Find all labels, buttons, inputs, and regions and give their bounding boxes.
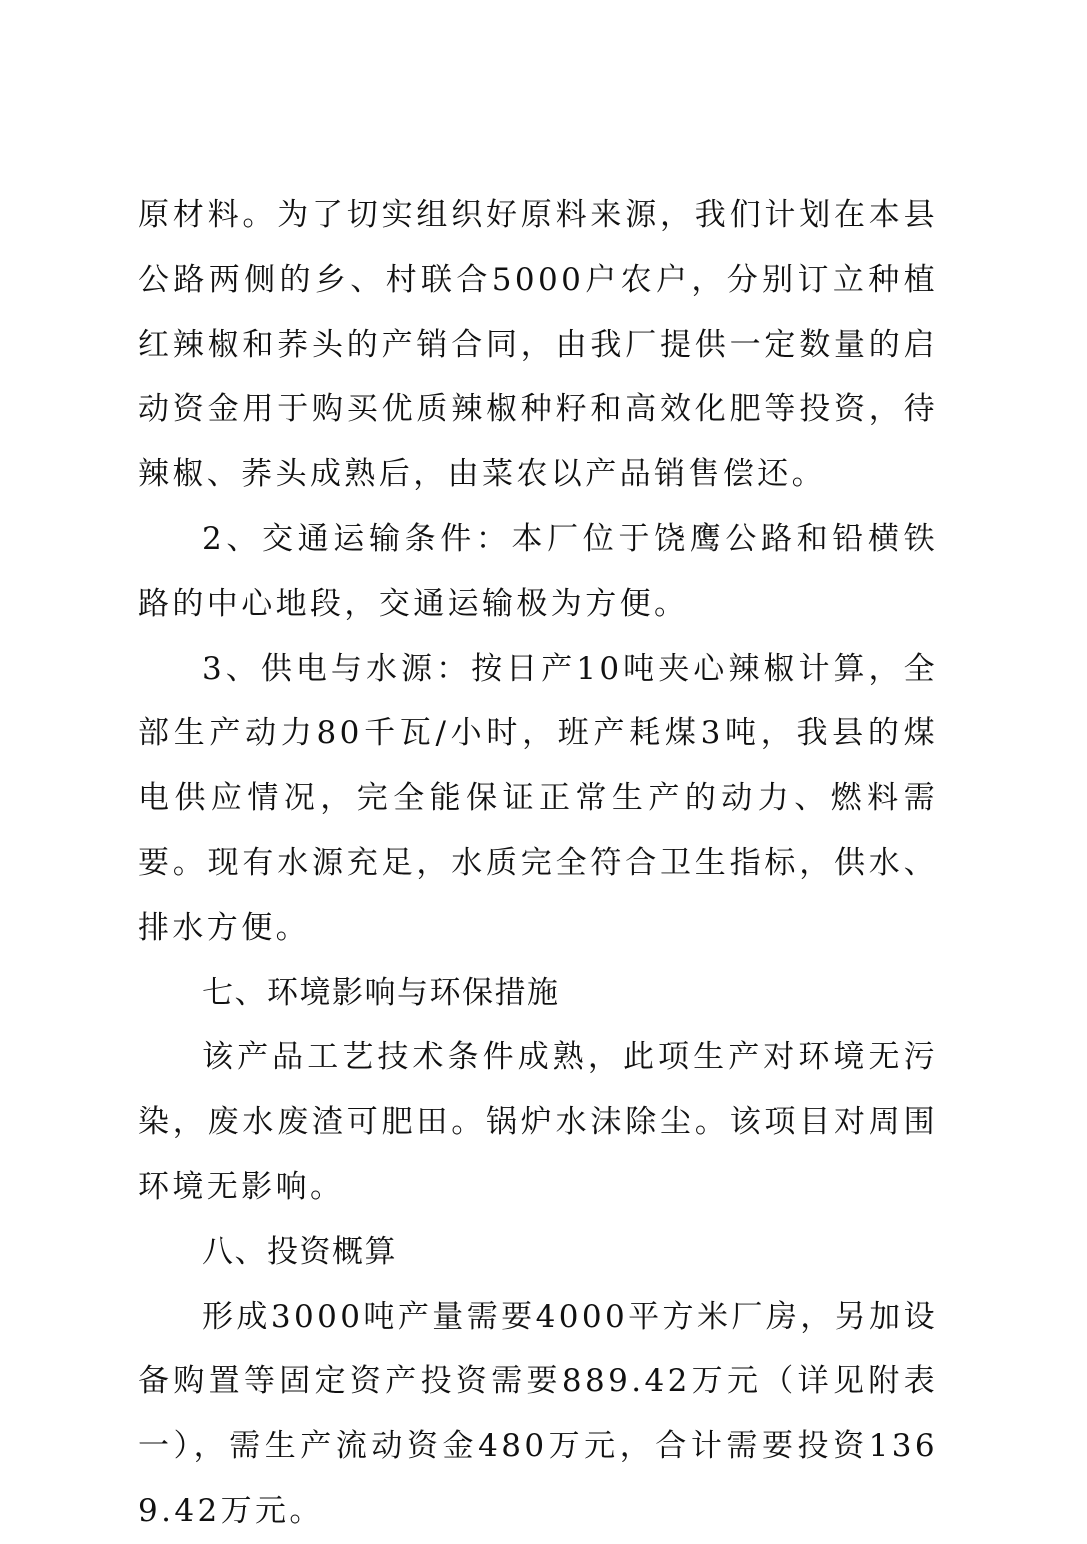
document-body [138,183,938,1544]
paragraph-power-water: 3、供电与水源：按日产10吨夹心辣椒计算，全部生产动力80千瓦/小时，班产耗煤3吨，我县的煤电供应情况，完全能保证正常生产的动力、燃料需要。现有水源充足，水质完全符合卫生指标，供水、排水方便。 [138,650,938,946]
section-heading-investment: 八、投资概算 [202,1233,397,1270]
paragraph-raw-materials: 原材料。为了切实组织好原料来源，我们计划在本县公路两侧的乡、村联合5000户农户，分别订立种植红辣椒和荞头的产销合同，由我厂提供一定数量的启动资金用于购买优质辣椒种籽和高效化肥等投资，待辣椒、荞头成熟后，由菜农以产品销售偿还。 [138,197,938,493]
section-heading-environment: 七、环境影响与环保措施 [202,974,560,1011]
paragraph-investment: 形成3000吨产量需要4000平方米厂房，另加设备购置等固定资产投资需要889.42万元（详见附表一），需生产流动资金480万元，合计需要投资1369.42万元。 [138,1298,938,1529]
paragraph-transport: 2、交通运输条件：本厂位于饶鹰公路和铅横铁路的中心地段，交通运输极为方便。 [138,520,938,622]
paragraph-environment: 该产品工艺技术条件成熟，此项生产对环境无污染，废水废渣可肥田。锅炉水沫除尘。该项目对周围环境无影响。 [138,1039,938,1205]
